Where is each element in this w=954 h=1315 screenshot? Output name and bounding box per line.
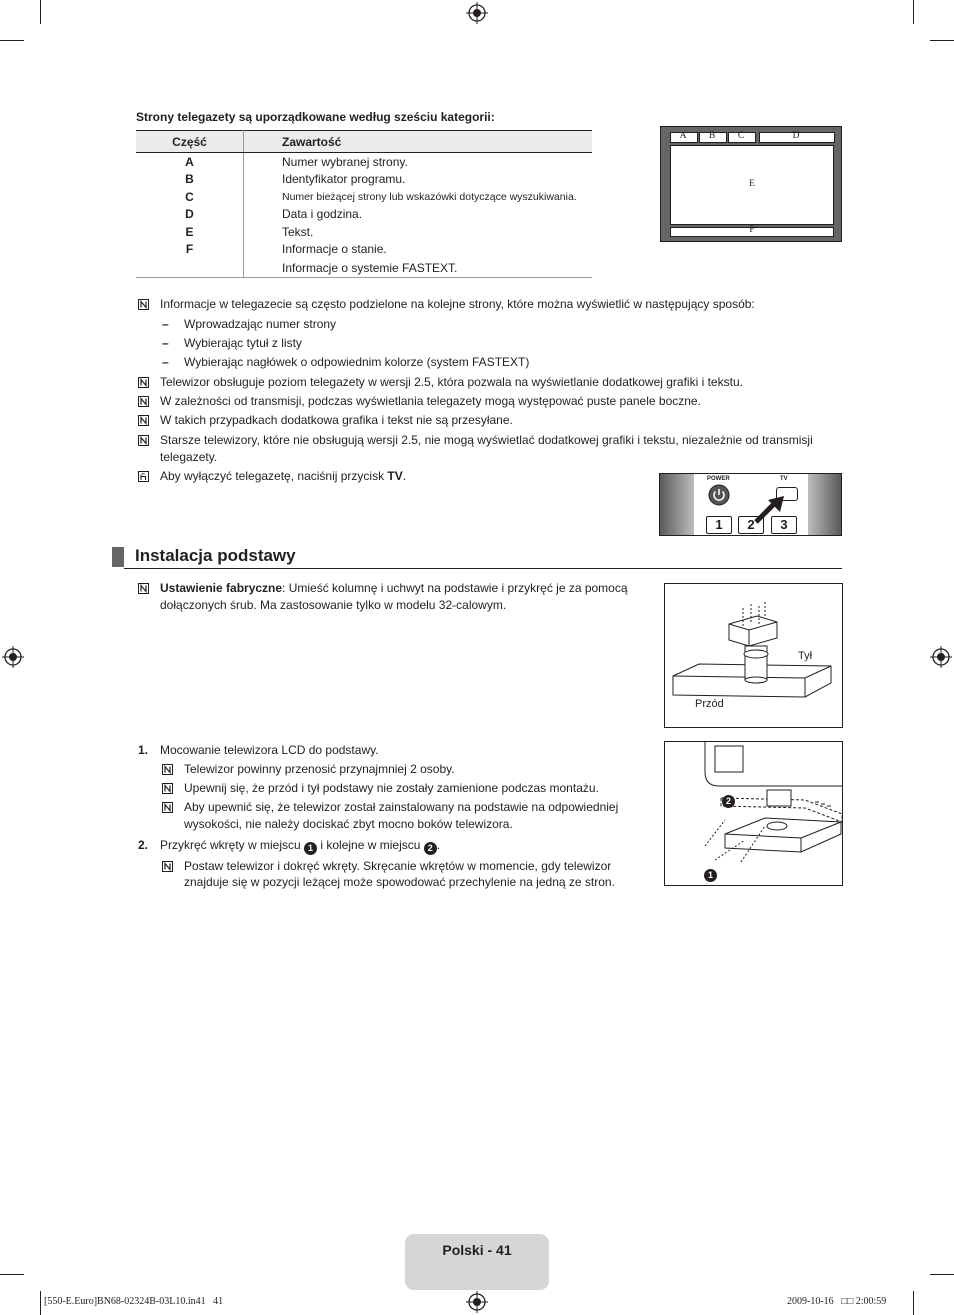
- table-cell-part: C: [136, 188, 244, 206]
- page-number-tab: [405, 1234, 549, 1290]
- digit-key-1: 1: [706, 516, 732, 534]
- note-list-item: Wprowadzając numer strony: [184, 317, 337, 331]
- page-label: Polski - 41: [442, 1242, 512, 1258]
- crop-mark: [40, 1291, 41, 1315]
- screen-label-d: D: [792, 131, 800, 141]
- factory-note: Ustawienie fabryczne: Umieść kolumnę i uchwyt na podstawie i przykręć je za pomocą: [160, 581, 628, 595]
- table-cell-part: A: [136, 153, 244, 171]
- teletext-intro: Strony telegazety są uporządkowane według sześciu kategorii:: [136, 110, 495, 124]
- note-text: W zależności od transmisji, podczas wyświetlania telegazety mogą występować puste panele boczne.: [160, 394, 701, 408]
- screen-label-b: B: [708, 131, 716, 141]
- figure-marker-1: 1: [704, 869, 717, 882]
- crop-mark: [0, 1274, 24, 1275]
- step-note: Aby upewnić się, że telewizor został zainstalowany na podstawie na odpowiedniej: [184, 800, 619, 814]
- table-cell-content: Data i godzina.: [282, 207, 363, 222]
- crop-mark: [0, 40, 24, 41]
- power-button-icon: [708, 484, 730, 506]
- crop-mark: [913, 0, 914, 24]
- note-text-cont: telegazety.: [160, 450, 218, 464]
- table-row: [136, 241, 592, 259]
- table-row: [136, 188, 592, 206]
- screen-label-e: E: [749, 179, 755, 189]
- note-icon: [138, 377, 149, 388]
- factory-note-cont: dołączonych śrub. Ma zastosowanie tylko w modelu 32-calowym.: [160, 598, 507, 612]
- crop-mark: [913, 1291, 914, 1315]
- table-cell-content: Tekst.: [282, 224, 314, 239]
- step-number: 2.: [138, 838, 149, 852]
- step-number: 1.: [138, 743, 149, 757]
- note-text: W takich przypadkach dodatkowa grafika i tekst nie są przesyłane.: [160, 413, 513, 427]
- note-text: Telewizor obsługuje poziom telegazety w wersji 2.5, która pozwala na wyświetlanie dodatkowej grafiki i tekstu.: [160, 375, 743, 389]
- screen-label-a: A: [679, 131, 687, 141]
- table-cell-content: Informacje o stanie.: [282, 242, 387, 257]
- note-text: Informacje w telegazecie są często podzielone na kolejne strony, które można wyświetlić w następujący sposób:: [160, 297, 755, 311]
- section-title: Instalacja podstawy: [135, 546, 296, 565]
- step-text: Przykręć wkręty w miejscu 1 i kolejne w miejscu 2 .: [160, 838, 441, 853]
- tv-button-label: TV: [387, 469, 403, 483]
- dash-bullet: –: [162, 317, 169, 331]
- power-label: POWER: [707, 476, 730, 482]
- table-header-part: Część: [136, 131, 244, 153]
- front-label: Przód: [695, 698, 724, 710]
- dash-bullet: –: [162, 336, 169, 350]
- registration-mark-icon: [466, 2, 488, 24]
- crop-mark: [930, 1274, 954, 1275]
- table-cell-content: Numer wybranej strony.: [282, 154, 408, 169]
- table-header-content: Zawartość: [244, 131, 593, 153]
- table-row: [136, 258, 592, 278]
- registration-mark-icon: [2, 646, 24, 668]
- step-note: Upewnij się, że przód i tył podstawy nie zostały zamienione podczas montażu.: [184, 781, 599, 795]
- note-icon: [138, 396, 149, 407]
- back-label: Tył: [798, 650, 813, 662]
- table-cell-part: [136, 258, 244, 278]
- note-icon: [138, 299, 149, 310]
- stand-assembly-figure: [664, 583, 843, 728]
- table-cell-content: Identyfikator programu.: [282, 172, 406, 187]
- note-icon: [162, 764, 173, 775]
- remote-control-figure: [659, 473, 842, 536]
- teletext-table: [136, 130, 592, 278]
- note-icon: [162, 783, 173, 794]
- hand-note-icon: [138, 471, 149, 482]
- print-file-info: [550-E.Euro]BN68-02324B-03L10.in41 41: [44, 1296, 224, 1307]
- digit-key-2: 2: [738, 516, 764, 534]
- table-row: [136, 153, 592, 171]
- marker-2-icon: 2: [424, 842, 437, 855]
- note-list-item: Wybierając nagłówek o odpowiednim kolorze (system FASTEXT): [184, 355, 530, 369]
- note-icon: [162, 861, 173, 872]
- note-icon: [138, 435, 149, 446]
- step-note-cont: znajduje się w pozycji leżącej może spowodować przechylenie na jedną ze stron.: [184, 875, 615, 889]
- note-icon: [162, 802, 173, 813]
- table-cell-content: Numer bieżącej strony lub wskazówki dotyczące wyszukiwania.: [282, 190, 577, 203]
- table-row: [136, 206, 592, 224]
- table-row: [136, 223, 592, 241]
- teletext-screen-diagram: [660, 126, 842, 242]
- figure-marker-2: 2: [722, 795, 735, 808]
- print-date-info: 2009-10-16 □□ 2:00:59: [787, 1296, 887, 1307]
- digit-key-3: 3: [771, 516, 797, 534]
- marker-1-icon: 1: [304, 842, 317, 855]
- screen-label-f: F: [749, 225, 755, 235]
- table-cell-content: Informacje o systemie FASTEXT.: [244, 258, 593, 278]
- table-row: [136, 171, 592, 189]
- section-rule: [124, 568, 842, 569]
- note-list-item: Wybierając tytuł z listy: [184, 336, 302, 350]
- screw-mounting-figure: [664, 741, 843, 886]
- table-cell-part: B: [136, 171, 244, 189]
- table-cell-part: D: [136, 206, 244, 224]
- tv-label: TV: [780, 476, 788, 482]
- crop-mark: [930, 40, 954, 41]
- step-note: Postaw telewizor i dokręć wkręty. Skręcanie wkrętów w momencie, gdy telewizor: [184, 859, 612, 873]
- table-cell-part: E: [136, 223, 244, 241]
- registration-mark-icon: [466, 1291, 488, 1313]
- note-icon: [138, 415, 149, 426]
- section-bar: [112, 547, 124, 567]
- note-text: Starsze telewizory, które nie obsługują wersji 2.5, nie mogą wyświetlać dodatkowej grafiki i tekstu, niezależnie od transmisji: [160, 433, 813, 447]
- step-note: Telewizor powinny przenosić przynajmniej 2 osoby.: [184, 762, 455, 776]
- note-text: Aby wyłączyć telegazetę, naciśnij przycisk TV.: [160, 469, 407, 483]
- screen-label-c: C: [737, 131, 745, 141]
- step-text: Mocowanie telewizora LCD do podstawy.: [160, 743, 379, 757]
- crop-mark: [40, 0, 41, 24]
- note-icon: [138, 583, 149, 594]
- dash-bullet: –: [162, 355, 169, 369]
- registration-mark-icon: [930, 646, 952, 668]
- table-cell-part: F: [136, 241, 244, 259]
- step-note-cont: wysokości, nie należy dociskać zbyt mocno boków telewizora.: [184, 817, 513, 831]
